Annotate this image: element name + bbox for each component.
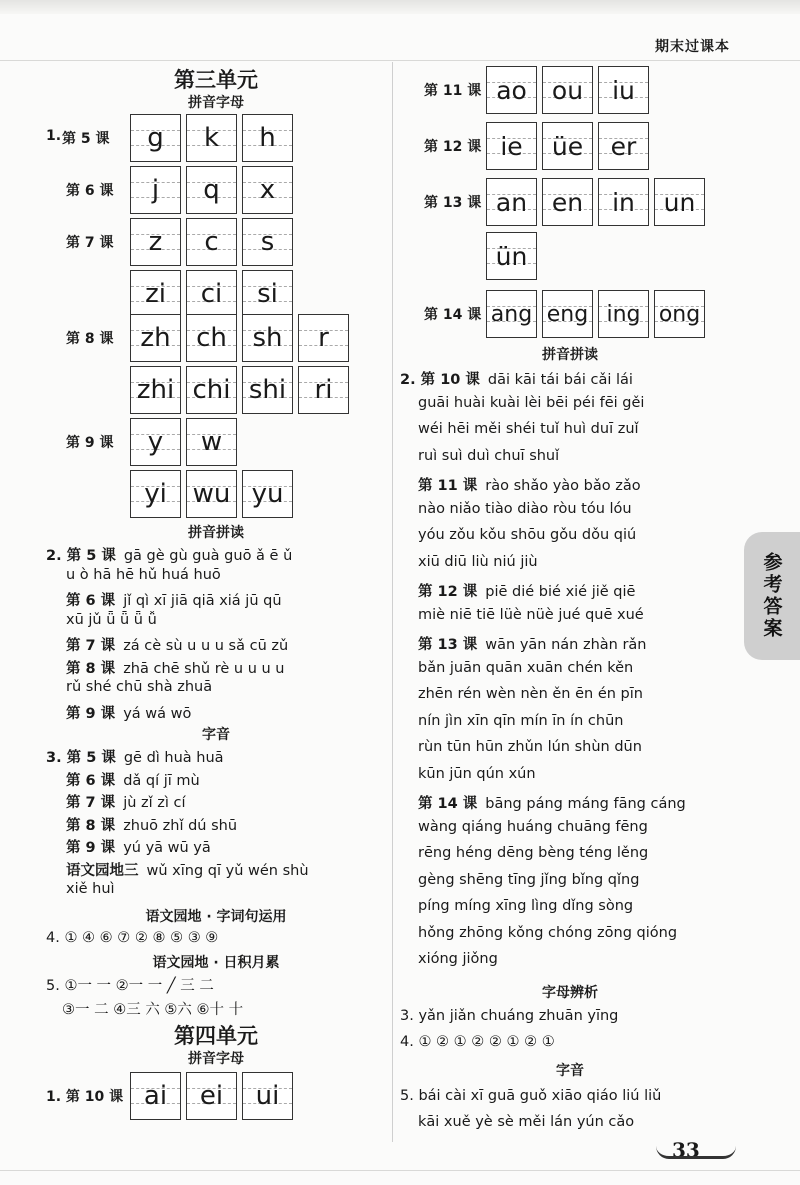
- side-tab-answers[interactable]: [744, 532, 800, 660]
- right-q2-line-text: nín jìn xīn qīn mín īn ín chūn: [418, 712, 624, 729]
- q3-line-label: 语文园地三: [66, 862, 139, 879]
- right-q2-line: [418, 713, 623, 729]
- right-q2-line: [418, 819, 648, 835]
- header-rule: [0, 60, 800, 61]
- q3-line-label: 第 9 课: [66, 840, 116, 856]
- right-q2-line-text: gèng shēng tīng jǐng bǐng qǐng: [418, 871, 640, 888]
- letter-text: un: [663, 187, 696, 217]
- right-q2-line: [418, 395, 644, 411]
- letter-text: g: [147, 123, 164, 153]
- q2-line-text: zá cè sù u u u sǎ cū zǔ: [123, 638, 289, 654]
- letter-tile: [242, 366, 293, 414]
- right-q2-line-text: xióng jiǒng: [418, 951, 498, 967]
- right-q5-line-1: 5. bái cài xī guā guǒ xiāo qiáo liú liǔ: [400, 1088, 662, 1104]
- q2-line-label: 2. 第 5 课: [46, 548, 116, 564]
- tile-row: [486, 290, 705, 338]
- right-q2-line: [418, 527, 636, 543]
- letter-text: zhi: [136, 375, 175, 405]
- letter-text: sh: [252, 323, 283, 353]
- letter-tile: [486, 232, 537, 280]
- q3-line: [66, 814, 237, 835]
- letter-tile: [242, 218, 293, 266]
- q3-line-text: jù zǐ zì cí: [123, 795, 186, 811]
- q2-line-text: zhā chē shǔ rè u u u u: [123, 660, 285, 677]
- right-q2-line-text: miè niē tiē lüè nüè jué quē xué: [418, 606, 644, 623]
- letter-tile: [186, 218, 237, 266]
- tile-row: [486, 232, 537, 280]
- letter-tile: [130, 166, 181, 214]
- letter-tile: [130, 1072, 181, 1120]
- right-q2-line-text: piē dié bié xié jiě qiē: [485, 584, 636, 600]
- letter-tile: [486, 178, 537, 226]
- letter-tile: [542, 66, 593, 114]
- q3-line-text: dǎ qí jī mù: [123, 772, 200, 789]
- footer-rule: [0, 1170, 800, 1171]
- right-q2-line: [418, 951, 498, 967]
- letter-text: üe: [551, 131, 584, 161]
- lesson-label: 第 7 课: [66, 235, 114, 251]
- right-q2-line: [418, 845, 648, 861]
- q1b-label: 1. 第 10 课: [46, 1089, 124, 1105]
- letter-text: eng: [546, 301, 589, 327]
- tile-row: [486, 66, 649, 114]
- right-q2-line: [418, 792, 686, 813]
- page-number-ornament: [656, 1146, 736, 1159]
- letter-text: y: [147, 427, 164, 457]
- q2-line-label: 第 7 课: [66, 638, 116, 654]
- side-tab-label: 参考答案: [760, 552, 783, 640]
- right-q2-line-text: rēng héng dēng bèng téng lěng: [418, 845, 649, 861]
- q3-line: [66, 791, 186, 812]
- q2-line-label: 第 6 课: [66, 593, 116, 609]
- q2-line-text: rǔ shé chū shà zhuā: [66, 679, 213, 695]
- letter-text: w: [200, 427, 223, 457]
- right-q2-line-text: rùn tūn hūn zhǔn lún shùn dūn: [418, 739, 642, 755]
- unit4-title: 第四单元: [174, 1024, 258, 1048]
- right-q2-line-text: wéi hēi měi shéi tuǐ huì duī zuǐ: [418, 421, 639, 437]
- right-q2-line: [418, 580, 635, 601]
- unit3-title: 第三单元: [174, 68, 258, 92]
- right-q2-line-label: 第 11 课: [418, 478, 478, 494]
- letter-text: r: [318, 323, 329, 353]
- letter-text: in: [612, 187, 635, 217]
- letter-tile: [242, 270, 293, 318]
- q3-line: [66, 881, 115, 897]
- lesson-label: 第 5 课: [62, 131, 110, 147]
- q2-line-text: jǐ qì xī jiā qiā xiá jū qū: [123, 593, 282, 609]
- q3-line: [46, 746, 224, 767]
- q3-line-text: wǔ xīng qī yǔ wén shù: [146, 862, 309, 879]
- letter-tile: [130, 218, 181, 266]
- letter-tile: [242, 166, 293, 214]
- letter-tile: [130, 270, 181, 318]
- tile-row: [130, 1072, 293, 1120]
- q2-line-text: u ò hā hē hǔ huá huō: [66, 566, 221, 583]
- q2-line: [66, 612, 157, 628]
- letter-text: x: [259, 175, 276, 205]
- letter-text: ri: [314, 375, 333, 405]
- letter-text: ai: [143, 1081, 168, 1111]
- q1-number: 1.: [46, 128, 62, 144]
- tile-row: [130, 218, 293, 266]
- right-q5-line-2: kāi xuě yè sè měi lán yún cǎo: [418, 1114, 635, 1130]
- q3-line-text: zhuō zhǐ dú shū: [123, 817, 238, 834]
- letter-text: k: [203, 123, 220, 153]
- right-q2-line: [418, 448, 559, 464]
- right-q2-line-text: guāi huài kuài lèi bēi péi fēi gěi: [418, 394, 645, 411]
- letter-tile: [542, 122, 593, 170]
- right-q2-line: [418, 633, 647, 654]
- lesson-label: 第 8 课: [66, 331, 114, 347]
- q3-line-text: gē dì huà huā: [123, 750, 224, 766]
- right-q2-line: [400, 368, 633, 389]
- right-ziyin-title: 字音: [556, 1063, 584, 1079]
- right-q2-line-text: bǎn juān quān xuān chén kěn: [418, 659, 634, 676]
- rijilei-title: 语文园地 · 日积月累: [152, 955, 280, 971]
- q2-line-text: yá wá wō: [123, 705, 192, 722]
- letter-tile: [598, 178, 649, 226]
- letter-text: ong: [658, 301, 701, 327]
- letter-text: zi: [145, 279, 166, 309]
- page-number: 33: [672, 1138, 700, 1162]
- letter-text: ch: [196, 323, 227, 353]
- letter-text: yu: [251, 479, 284, 509]
- tile-row: [130, 314, 349, 362]
- letter-tile: [486, 66, 537, 114]
- q2-line-label: 第 9 课: [66, 705, 116, 722]
- letter-tile: [486, 122, 537, 170]
- right-q2-line-text: wān yān nán zhàn rǎn: [485, 637, 647, 653]
- tile-row: [130, 166, 293, 214]
- right-q2-line-label: 第 14 课: [418, 796, 478, 812]
- q3-line-label: 第 7 课: [66, 795, 116, 811]
- right-q2-line-text: xiū diū liù niú jiù: [418, 553, 538, 570]
- letter-text: wu: [192, 479, 231, 509]
- page-top-edge: [0, 0, 800, 14]
- yuwen-title: 语文园地 · 字词句运用: [145, 909, 287, 925]
- letter-text: shi: [248, 375, 287, 405]
- ziyin-title: 字音: [202, 727, 230, 743]
- letter-tile: [654, 178, 705, 226]
- right-q2-line: [418, 660, 633, 676]
- q3-line-text: xiě huì: [66, 881, 115, 897]
- letter-text: yi: [144, 479, 167, 509]
- letter-text: ou: [551, 75, 584, 105]
- letter-tile: [186, 366, 237, 414]
- right-q2-line-text: wàng qiáng huáng chuāng fēng: [418, 818, 648, 835]
- lesson-label: 第 9 课: [66, 435, 114, 451]
- right-q2-line-text: ruì suì duì chuī shuǐ: [418, 447, 560, 464]
- right-q2-line-text: bāng páng máng fāng cáng: [485, 796, 686, 812]
- q3-line-label: 3. 第 5 课: [46, 750, 116, 766]
- q2-line-label: 第 8 课: [66, 660, 116, 677]
- letter-tile: [598, 290, 649, 338]
- pinpin-title: 拼音拼读: [188, 525, 244, 541]
- right-q2-line-text: dāi kāi tái bái cǎi lái: [487, 372, 633, 388]
- right-q2-line-text: píng míng xīng lìng dǐng sòng: [418, 898, 634, 914]
- letter-text: en: [551, 187, 584, 217]
- right-q2-line: [418, 501, 632, 517]
- tile-row: [130, 114, 293, 162]
- tile-row: [130, 470, 293, 518]
- letter-text: ui: [255, 1081, 280, 1111]
- letter-tile: [598, 122, 649, 170]
- q3-line-label: 第 6 课: [66, 772, 116, 789]
- letter-tile: [242, 314, 293, 362]
- lesson-label: 第 12 课: [424, 139, 482, 155]
- tile-row: [130, 366, 349, 414]
- letter-tile: [542, 178, 593, 226]
- letter-tile: [186, 1072, 237, 1120]
- right-q2-line: [418, 925, 677, 941]
- right-q4-line: 4. ① ② ① ② ② ① ② ①: [400, 1034, 555, 1050]
- q2-line: [66, 634, 288, 655]
- q3-line: [66, 769, 200, 790]
- letter-text: ing: [606, 301, 641, 327]
- lesson-label: 第 13 课: [424, 195, 482, 211]
- right-q2-line: [418, 607, 644, 623]
- right-q2-line-text: yóu zǒu kǒu shōu gǒu dǒu qiú: [418, 527, 637, 543]
- pinyin-letters-title: 拼音字母: [188, 95, 244, 111]
- zimu-title: 字母辨析: [542, 985, 598, 1001]
- right-q2-line: [418, 739, 642, 755]
- letter-text: s: [260, 227, 275, 257]
- right-q2-line-text: hǒng zhōng kǒng chóng zōng qióng: [418, 924, 678, 941]
- tile-row: [130, 418, 237, 466]
- letter-text: z: [148, 227, 163, 257]
- right-q2-line: [418, 686, 643, 702]
- letter-tile: [486, 290, 537, 338]
- letter-tile: [298, 314, 349, 362]
- tile-row: [130, 270, 293, 318]
- letter-text: ang: [490, 301, 533, 327]
- letter-text: zh: [140, 323, 171, 353]
- q2-line: [66, 589, 282, 610]
- q2-line: [66, 702, 191, 723]
- q3-line: [66, 859, 309, 880]
- letter-tile: [130, 366, 181, 414]
- letter-tile: [186, 166, 237, 214]
- right-q2-line: [418, 898, 633, 914]
- header-tag: 期末过课本: [655, 39, 730, 55]
- q2-line-text: gā gè gù guà guō ǎ ē ǔ: [123, 548, 293, 564]
- letter-tile: [298, 366, 349, 414]
- right-q2-line: [418, 766, 536, 782]
- letter-text: iu: [612, 75, 635, 105]
- letter-text: er: [610, 131, 637, 161]
- q2-line: [66, 679, 212, 695]
- letter-tile: [186, 418, 237, 466]
- letter-text: c: [204, 227, 219, 257]
- letter-tile: [542, 290, 593, 338]
- letter-text: ün: [495, 241, 528, 271]
- lesson-label: 第 11 课: [424, 83, 482, 99]
- letter-tile: [186, 270, 237, 318]
- right-q2-line-text: zhēn rén wèn nèn ěn ēn én pīn: [418, 686, 643, 702]
- right-q2-line-text: kūn jūn qún xún: [418, 765, 536, 782]
- q3-line: [66, 836, 211, 857]
- right-q3-line: 3. yǎn jiǎn chuáng zhuān yīng: [400, 1008, 619, 1024]
- letter-tile: [130, 418, 181, 466]
- letter-tile: [186, 470, 237, 518]
- letter-text: ao: [496, 75, 527, 105]
- letter-text: q: [203, 175, 220, 205]
- tile-row: [486, 122, 649, 170]
- letter-tile: [242, 114, 293, 162]
- letter-text: ci: [200, 279, 223, 309]
- letter-tile: [654, 290, 705, 338]
- q4-line: 4. ① ④ ⑥ ⑦ ② ⑧ ⑤ ③ ⑨: [46, 930, 219, 946]
- right-q2-line: [418, 474, 641, 495]
- q5-line-1: 5. ①一 一 ②一 一 ╱ 三 二: [46, 978, 214, 994]
- letter-text: ei: [199, 1081, 224, 1111]
- q2-line: [66, 657, 284, 678]
- q5-line-2: ③一 二 ④三 六 ⑤六 ⑥十 十: [62, 1002, 244, 1018]
- right-q2-line-text: rào shǎo yào bǎo zǎo: [485, 478, 641, 494]
- letter-text: chi: [192, 375, 231, 405]
- q2-line: [46, 544, 292, 565]
- letter-text: si: [257, 279, 278, 309]
- letter-tile: [130, 114, 181, 162]
- letter-text: j: [151, 175, 160, 205]
- right-q2-line: [418, 872, 639, 888]
- letter-tile: [130, 314, 181, 362]
- letter-text: ie: [500, 131, 523, 161]
- lesson-label: 第 14 课: [424, 307, 482, 323]
- right-q2-line: [418, 554, 538, 570]
- letter-tile: [186, 314, 237, 362]
- q2-line: [66, 567, 221, 583]
- q3-line-label: 第 8 课: [66, 817, 116, 834]
- letter-tile: [242, 470, 293, 518]
- right-pinpin-title: 拼音拼读: [542, 347, 598, 363]
- letter-tile: [130, 470, 181, 518]
- letter-tile: [598, 66, 649, 114]
- right-q2-line-label: 2. 第 10 课: [400, 372, 480, 388]
- right-q2-line-label: 第 13 课: [418, 637, 478, 653]
- tile-row: [486, 178, 705, 226]
- lesson-label: 第 6 课: [66, 183, 114, 199]
- q2-line-text: xū jǔ ǖ ǖ ǖ ǚ: [66, 611, 157, 628]
- column-divider: [392, 62, 393, 1142]
- letter-tile: [242, 1072, 293, 1120]
- right-q2-line-label: 第 12 课: [418, 584, 478, 600]
- letter-text: an: [495, 187, 528, 217]
- q3-line-text: yú yā wū yā: [123, 840, 211, 856]
- letter-tile: [186, 114, 237, 162]
- right-q2-line-text: nào niǎo tiào diào ròu tóu lóu: [418, 500, 632, 517]
- right-q2-line: [418, 421, 639, 437]
- letter-text: h: [259, 123, 276, 153]
- pinyin-letters-title-2: 拼音字母: [188, 1051, 244, 1067]
